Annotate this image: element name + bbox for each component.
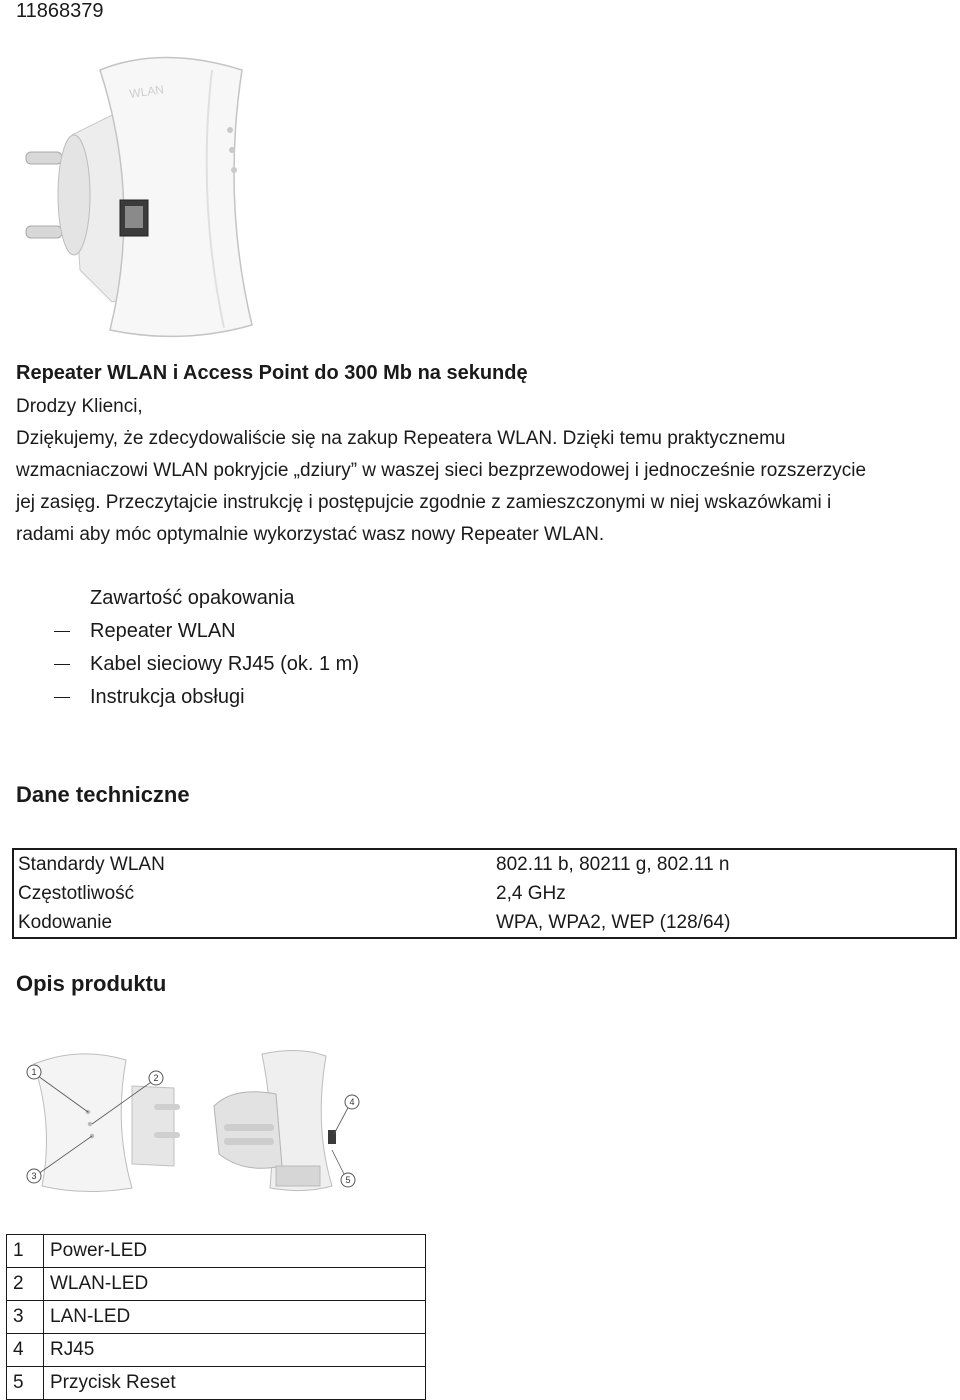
package-item: Kabel sieciowy RJ45 (ok. 1 m) [54,653,359,676]
table-row [7,1367,426,1400]
spec-value: WPA, WPA2, WEP (128/64) [496,911,731,933]
document-id: 11868379 [16,0,104,22]
callout-label: 5 [345,1175,351,1185]
package-heading: Zawartość opakowania [90,587,295,609]
table-row [7,1301,426,1334]
table-row [7,1334,426,1367]
spec-value: 2,4 GHz [496,882,566,904]
intro-line: jej zasięg. Przeczytajcie instrukcję i postępujcie zgodnie z zamieszczonymi w niej wskazówkami i [16,492,832,513]
wlan-logo: WLAN [128,82,165,101]
part-number: 1 [7,1235,44,1268]
intro-line: Dziękujemy, że zdecydowaliście się na zakup Repeatera WLAN. Dzięki temu praktycznemu [16,428,786,449]
callout-label: 4 [349,1097,355,1107]
table-row [13,879,956,908]
part-name: LAN-LED [44,1301,426,1334]
table-row [13,908,956,938]
tech-heading: Dane techniczne [16,782,190,807]
part-name: RJ45 [44,1334,426,1367]
part-number: 4 [7,1334,44,1367]
part-name: WLAN-LED [44,1268,426,1301]
spec-key: Standardy WLAN [18,853,165,875]
intro-line: radami aby móc optymalnie wykorzystać wasz nowy Repeater WLAN. [16,524,605,545]
part-number: 2 [7,1268,44,1301]
callout-label: 3 [31,1171,37,1181]
part-number: 5 [7,1367,44,1400]
spec-value: 802.11 b, 80211 g, 802.11 n [496,853,730,875]
package-item: Instrukcja obsługi [54,686,245,709]
part-name: Przycisk Reset [44,1367,426,1400]
callout-label: 1 [31,1067,37,1077]
page-title: Repeater WLAN i Access Point do 300 Mb na sekundę [16,362,528,384]
dash-bullet [54,697,70,698]
package-item: Repeater WLAN [54,620,236,643]
parts-table [6,1234,426,1400]
product-diagram [14,1046,384,1194]
tech-specs-table [12,848,957,939]
table-row [13,849,956,879]
intro-line: wzmacniaczowi WLAN pokryjcie „dziury” w waszej sieci bezprzewodowej i jednocześnie rozszerzycie [16,460,867,481]
part-name: Power-LED [44,1235,426,1268]
greeting: Drodzy Klienci, [16,396,143,417]
table-row [7,1268,426,1301]
callout-label: 2 [153,1073,159,1083]
product-photo [12,40,282,340]
table-row [7,1235,426,1268]
dash-bullet [54,631,70,632]
spec-key: Kodowanie [18,911,113,933]
dash-bullet [54,664,70,665]
product-desc-heading: Opis produktu [16,971,167,996]
part-number: 3 [7,1301,44,1334]
spec-key: Częstotliwość [18,882,135,904]
